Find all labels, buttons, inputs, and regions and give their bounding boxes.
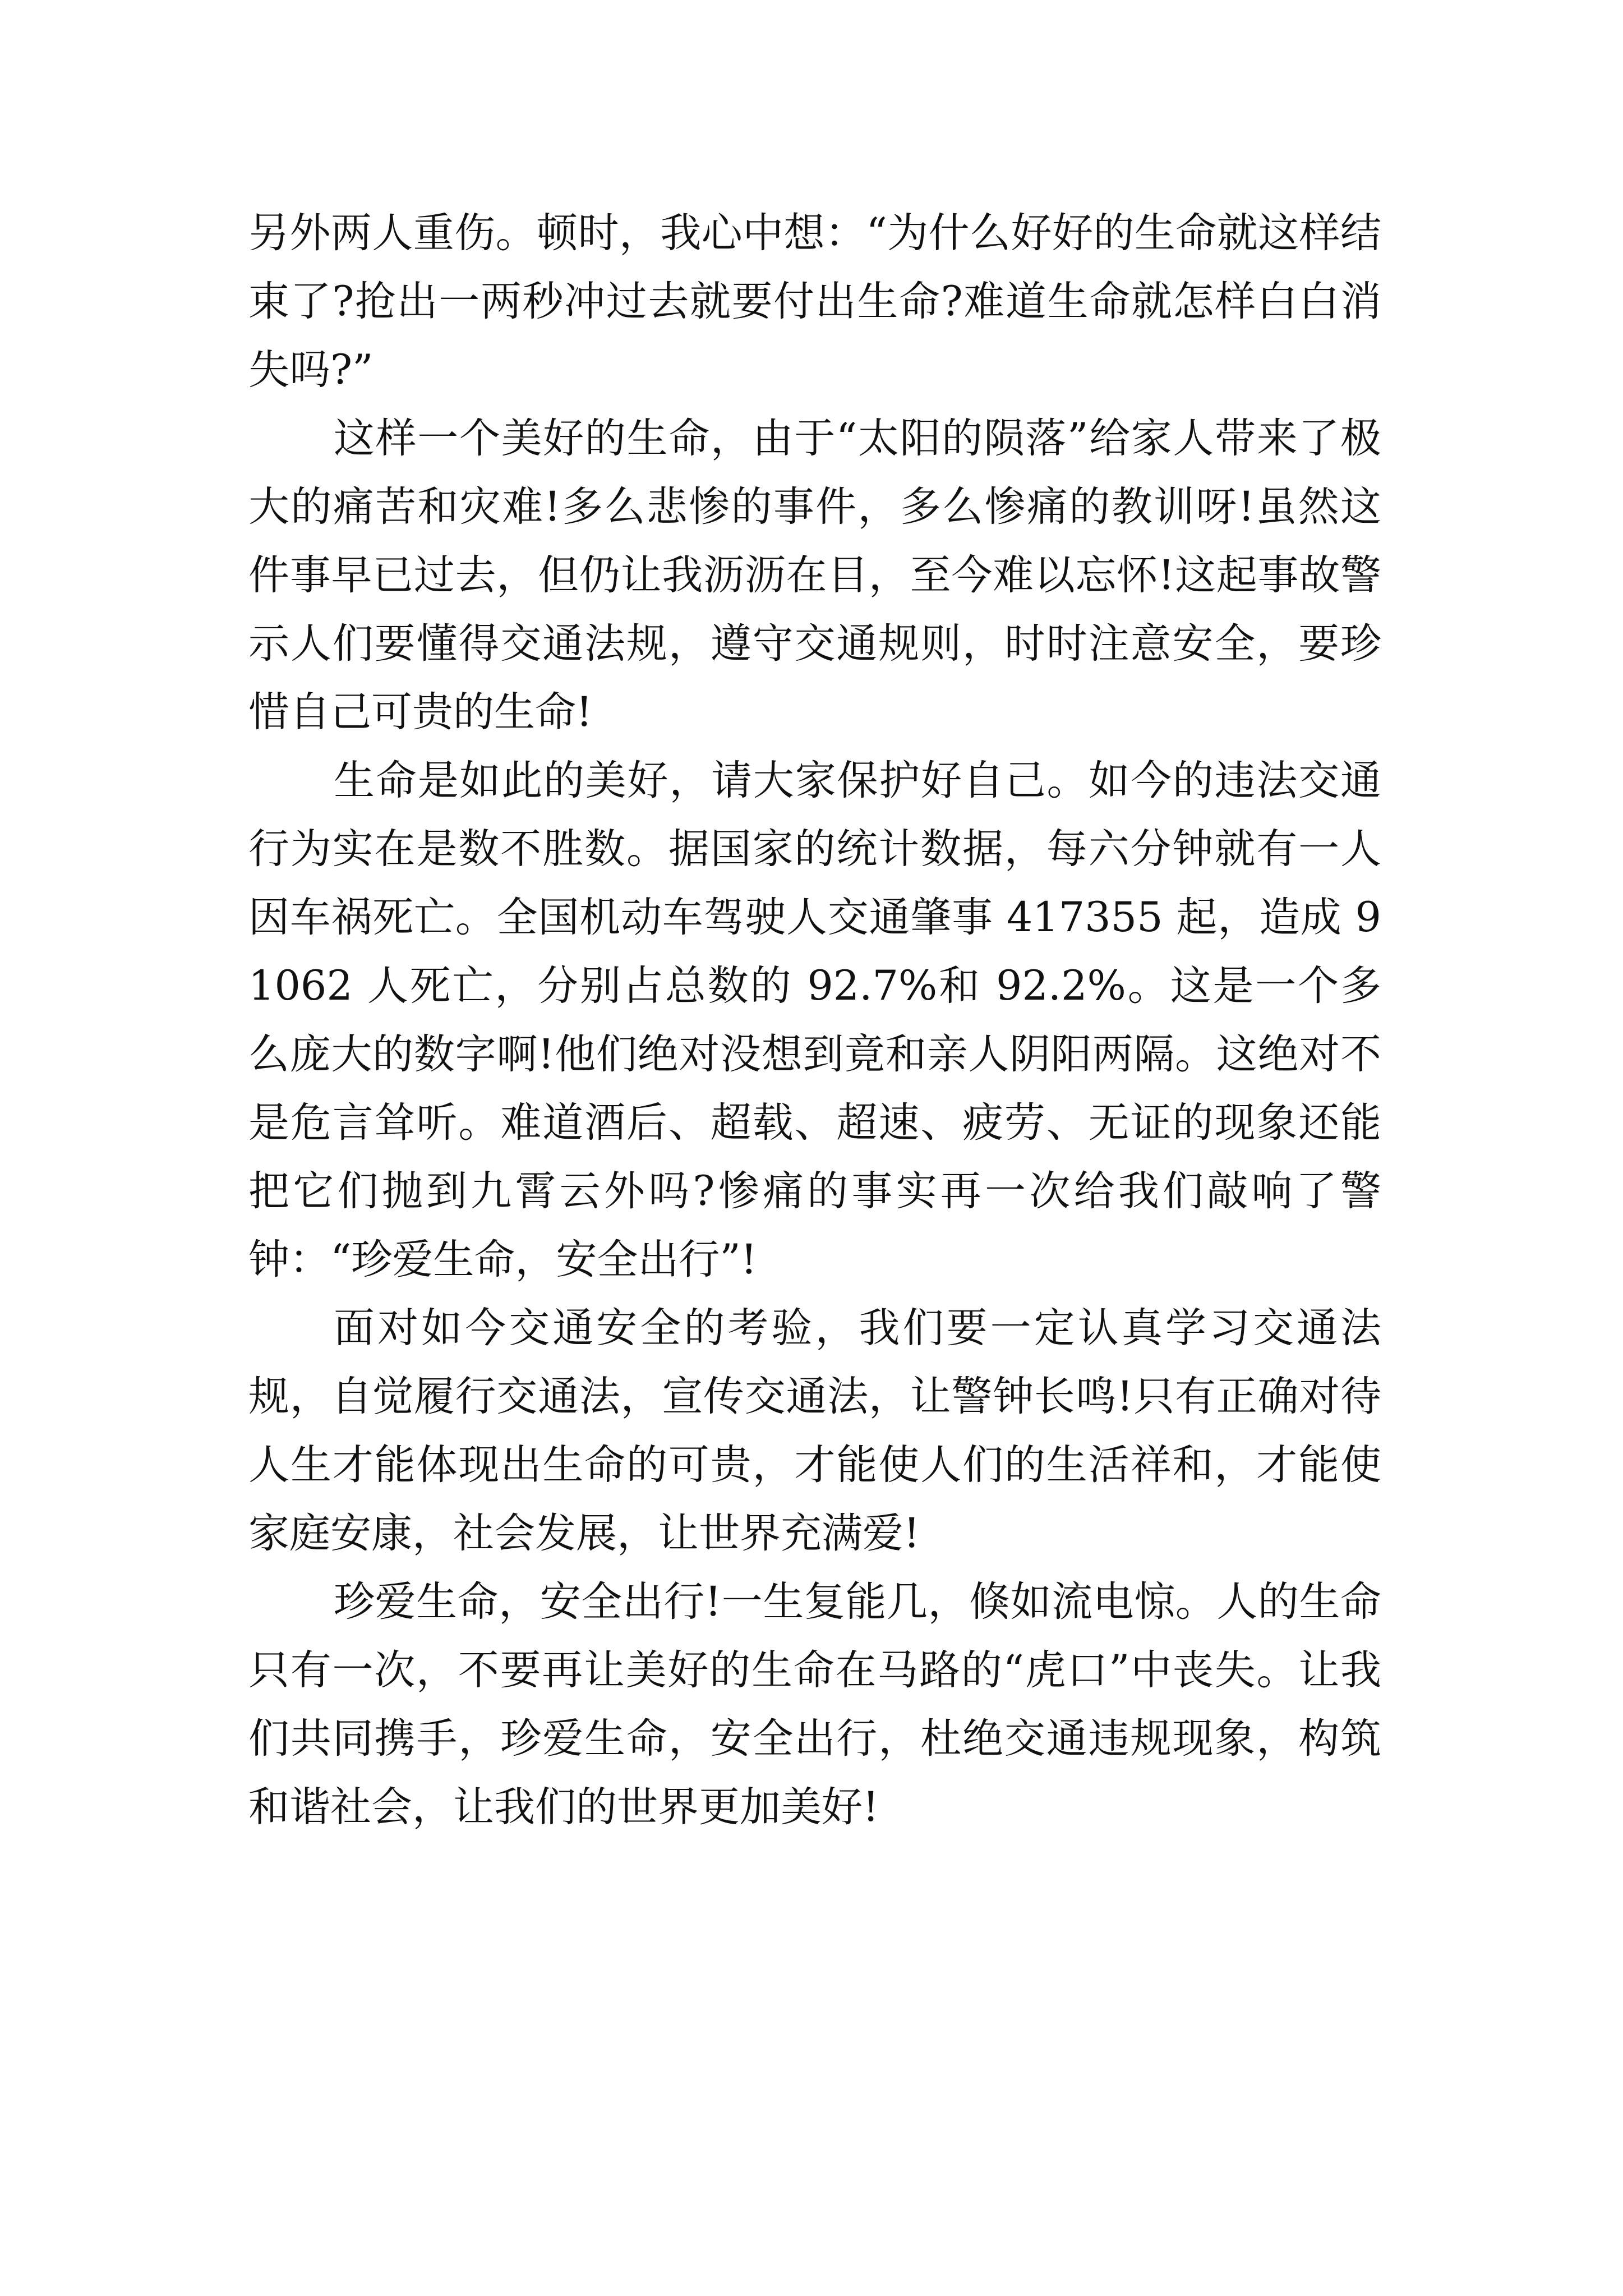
- paragraph-continuation: 另外两人重伤。顿时，我心中想：“为什么好好的生命就这样结束了?抢出一两秒冲过去就要付出生命?难道生命就怎样白白消失吗?”: [248, 209, 1381, 394]
- paragraph-tragedy: 这样一个美好的生命，由于“太阳的陨落”给家人带来了极大的痛苦和灾难!多么悲惨的事件，多么惨痛的教训呀!虽然这件事早已过去，但仍让我沥沥在目，至今难以忘怀!这起事故警示人们要懂得交通法规，遵守交通规则，时时注意安全，要珍惜自己可贵的生命!: [248, 415, 1381, 736]
- paragraph-learn-traffic-law: 面对如今交通安全的考验，我们要一定认真学习交通法规，自觉履行交通法，宣传交通法，让警钟长鸣!只有正确对待人生才能体现出生命的可贵，才能使人们的生活祥和，才能使家庭安康，社会发展，让世界充满爱!: [248, 1304, 1381, 1557]
- paragraph-statistics: 生命是如此的美好，请大家保护好自己。如今的违法交通行为实在是数不胜数。据国家的统计数据，每六分钟就有一人因车祸死亡。全国机动车驾驶人交通肇事 417355 起，造成 91062 人死亡，分别占总数的 92.7%和 92.2%。这是一个多么庞大的数字啊!他们绝对没想到竟和亲人阴阳两隔。这绝对不是危言耸听。难道酒后、超载、超速、疲劳、无证的现象还能把它们抛到九霄云外吗?惨痛的事实再一次给我们敲响了警钟：“珍爱生命，安全出行”!: [248, 757, 1381, 1283]
- paragraph-conclusion: 珍爱生命，安全出行!一生复能几，倏如流电惊。人的生命只有一次，不要再让美好的生命在马路的“虎口”中丧失。让我们共同携手，珍爱生命，安全出行，杜绝交通违规现象，构筑和谐社会，让我们的世界更加美好!: [248, 1578, 1381, 1831]
- document-body: [248, 199, 1381, 1842]
